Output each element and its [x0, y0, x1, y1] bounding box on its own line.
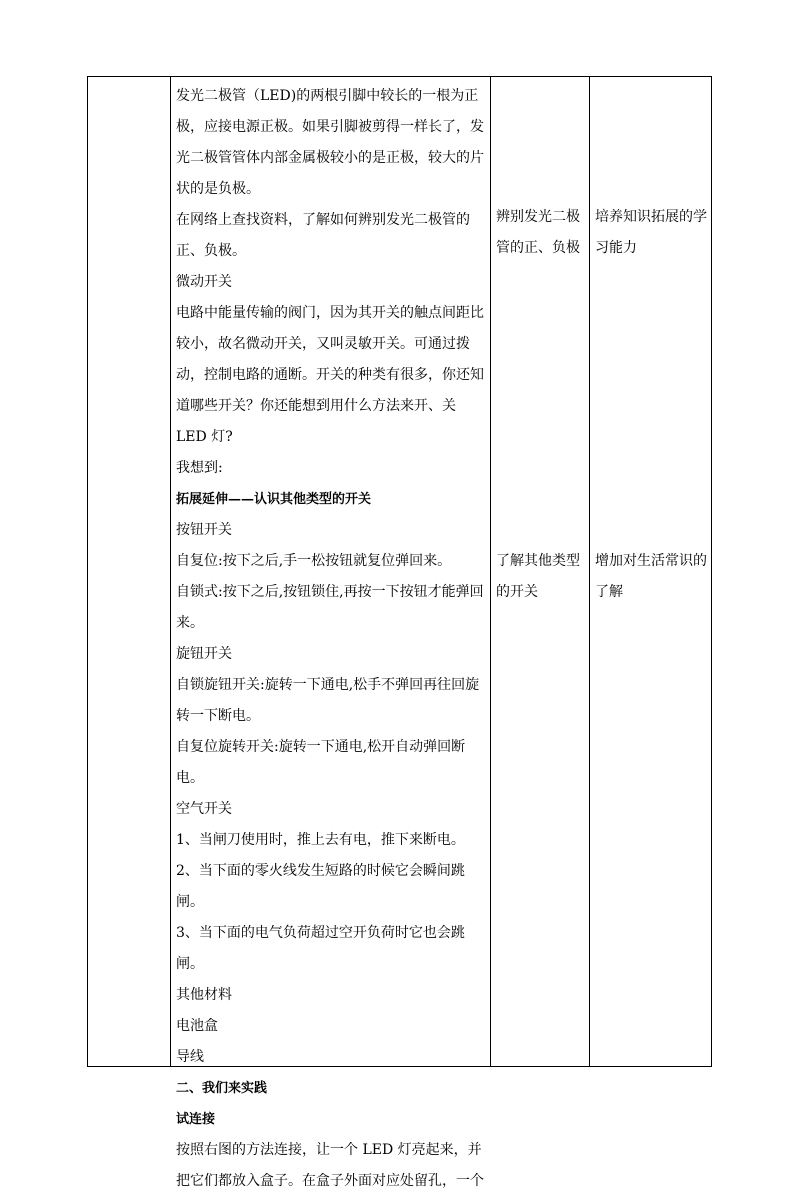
paragraph: 按钮开关: [176, 522, 232, 538]
paragraph: 电路中能量传输的阀门，因为其开关的触点间距比较小，故名微动开关，又叫灵敏开关。可通过拨动，控制电路的通断。开关的种类有很多，你还知道哪些开关？你还能想到用什么方法来开、关 LED 灯?: [176, 305, 484, 445]
paragraph: 微动开关: [176, 274, 232, 290]
paragraph: 自锁旋钮开关:旋转一下通电,松手不弹回再往回旋转一下断电。: [176, 677, 480, 724]
objective-led-polarity: 辨别发光二极管的正、负极: [496, 209, 580, 256]
lesson-content: [171, 77, 490, 1197]
paragraph: 电池盒: [176, 1018, 218, 1034]
heading: 二、我们来实践: [176, 1081, 268, 1096]
table-row: [88, 77, 712, 1067]
objective-other-switches: 了解其他类型的开关: [496, 553, 580, 600]
paragraph: 自锁式:按下之后,按钮锁住,再按一下按钮才能弹回来。: [176, 584, 484, 631]
goal-column-cell: [590, 77, 712, 1067]
lesson-plan-table: [87, 76, 712, 1189]
paragraph: 旋钮开关: [176, 646, 232, 662]
paragraph: 3、当下面的电气负荷超过空开负荷时它也会跳闸。: [176, 925, 465, 972]
paragraph: 导线: [176, 1049, 204, 1065]
objective-column-cell: [491, 77, 590, 1067]
paragraph: 在网络上查找资料，了解如何辨别发光二极管的正、负极。: [176, 212, 470, 259]
goal-knowledge-expansion: 培养知识拓展的学习能力: [595, 209, 707, 256]
paragraph: 自复位旋转开关:旋转一下通电,松开自动弹回断电。: [176, 739, 466, 786]
empty-column-cell: [88, 77, 171, 1067]
heading: 拓展延伸——认识其他类型的开关: [176, 492, 372, 507]
paragraph: 发光二极管（LED)的两根引脚中较长的一根为正极，应接电源正极。如果引脚被剪得一样长了，发光二极管管体内部金属极较小的是正极，较大的片状的是负极。: [176, 88, 484, 197]
paragraph: 空气开关: [176, 801, 232, 817]
paragraph: 1、当闸刀使用时，推上去有电，推下来断电。: [176, 832, 465, 848]
heading: 试连接: [176, 1112, 216, 1127]
paragraph: 其他材料: [176, 987, 232, 1003]
paragraph: 我想到:: [176, 460, 223, 476]
paragraph: 2、当下面的零火线发生短路的时候它会瞬间跳闸。: [176, 863, 465, 910]
content-column-cell: [171, 77, 491, 1189]
paragraph: 自复位:按下之后,手一松按钮就复位弹回来。: [176, 553, 452, 569]
paragraph: 按照右图的方法连接，让一个 LED 灯亮起来，并把它们都放入盒子。在盒子外面对应处留孔，一个: [176, 1142, 484, 1189]
goal-life-knowledge: 增加对生活常识的了解: [595, 553, 707, 600]
